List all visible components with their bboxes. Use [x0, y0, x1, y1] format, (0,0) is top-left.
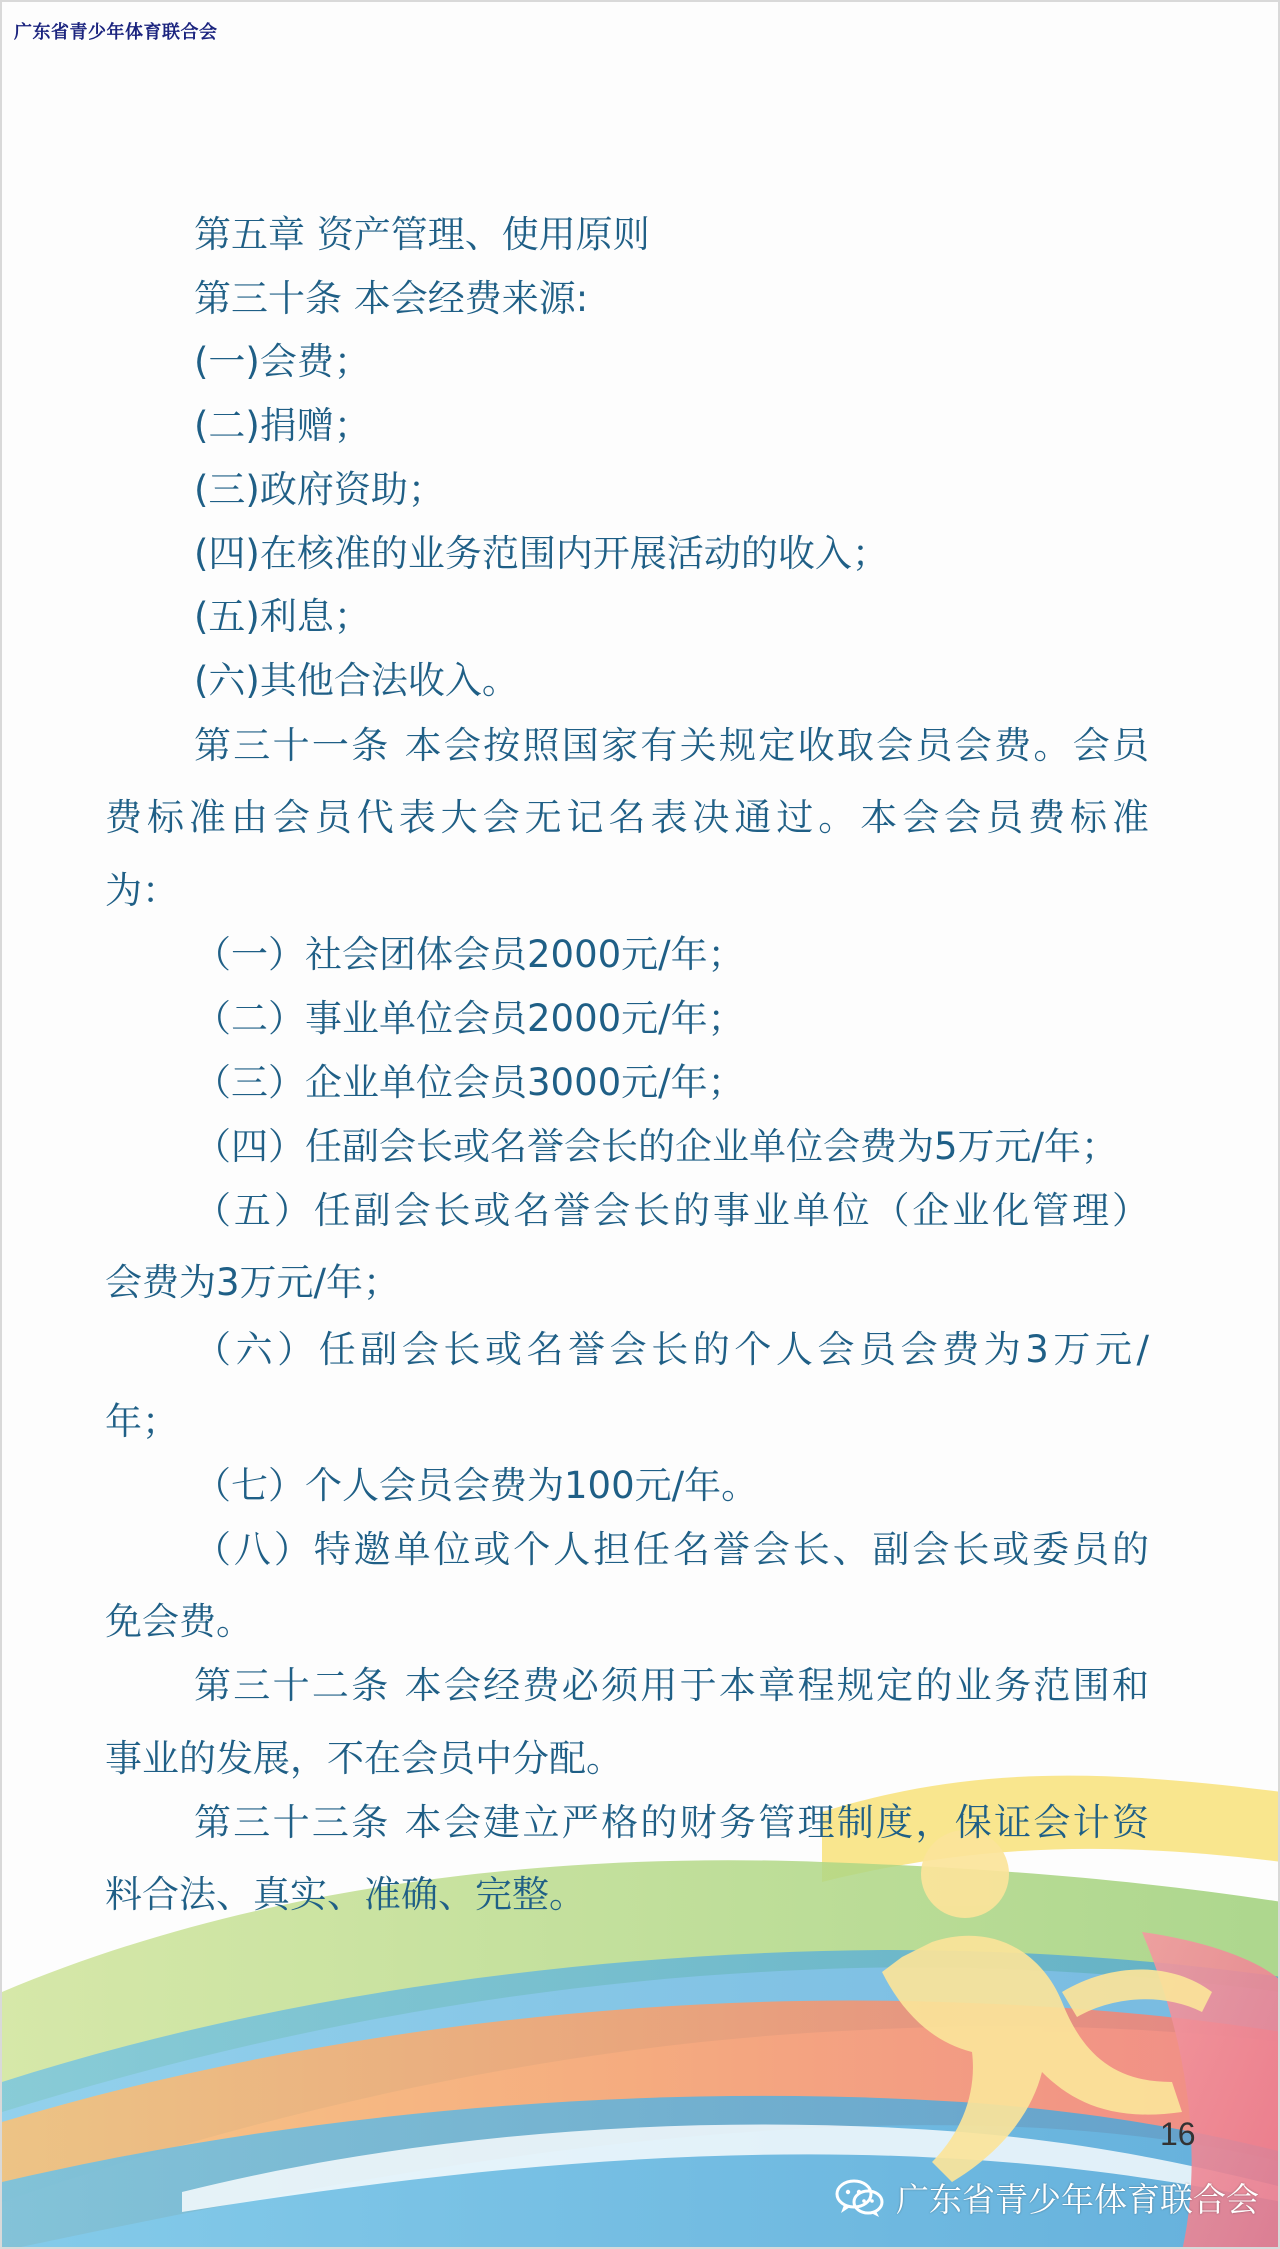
article-33-line: 料合法、真实、准确、完整。: [105, 1873, 586, 1916]
fee-item: （四）任副会长或名誉会长的企业单位会费为5万元/年；: [194, 1125, 1119, 1168]
fee-item: （八）特邀单位或个人担任名誉会长、副会长或委员的: [194, 1528, 1149, 1571]
header-org-name: 广东省青少年体育联合会: [14, 22, 218, 43]
text-line: (五)利息；: [194, 595, 371, 638]
article-32-line: 第三十二条 本会经费必须用于本章程规定的业务范围和: [194, 1664, 1149, 1707]
article-31-line: 费标准由会员代表大会无记名表决通过。本会会员费标准: [105, 796, 1149, 839]
text-line: (二)捐赠；: [194, 404, 371, 447]
text-line: (四)在核准的业务范围内开展活动的收入；: [194, 532, 889, 575]
fee-item: （二）事业单位会员2000元/年；: [194, 997, 745, 1040]
page-number: 16: [1160, 2116, 1196, 2152]
fee-item: （三）企业单位会员3000元/年；: [194, 1061, 745, 1104]
fee-item: （一）社会团体会员2000元/年；: [194, 933, 745, 976]
wechat-watermark: [834, 2174, 1259, 2221]
text-line: (六)其他合法收入。: [194, 659, 519, 702]
text-line: (一)会费；: [194, 340, 371, 383]
wechat-icon: [834, 2178, 886, 2218]
fee-item: （六）任副会长或名誉会长的个人会员会费为3万元/: [194, 1328, 1149, 1371]
article-32-line: 事业的发展，不在会员中分配。: [105, 1737, 623, 1780]
article-33-line: 第三十三条 本会建立严格的财务管理制度，保证会计资: [194, 1801, 1149, 1844]
text-line: (三)政府资助；: [194, 468, 445, 511]
fee-item: （五）任副会长或名誉会长的事业单位（企业化管理）: [194, 1189, 1149, 1232]
wechat-account-name: 广东省青少年体育联合会: [896, 2180, 1259, 2219]
fee-item-continued: 会费为3万元/年；: [105, 1261, 401, 1304]
fee-item: （七）个人会员会费为100元/年。: [194, 1464, 759, 1507]
chapter-title: 第五章 资产管理、使用原则: [194, 213, 650, 256]
article-30-heading: 第三十条 本会经费来源:: [194, 277, 589, 320]
fee-item-continued: 年；: [105, 1400, 179, 1443]
fee-item-continued: 免会费。: [105, 1600, 253, 1643]
article-31-line: 为：: [105, 869, 179, 912]
article-31-line: 第三十一条 本会按照国家有关规定收取会员会费。会员: [194, 724, 1149, 767]
